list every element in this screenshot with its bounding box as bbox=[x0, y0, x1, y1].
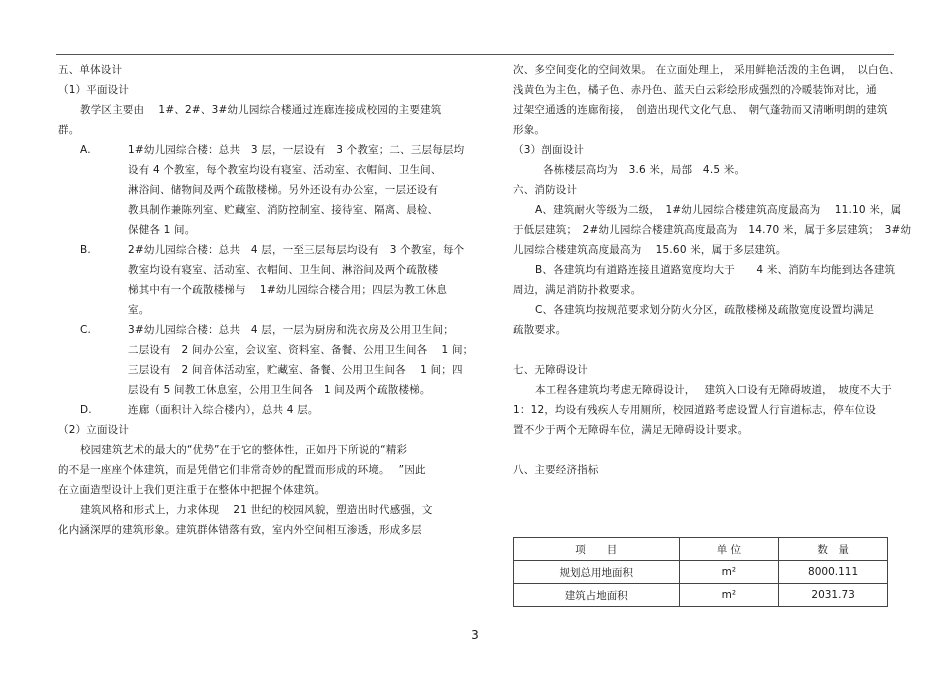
list-line: 淋浴间、储物间及两个疏散楼梯。另外还设有办公室，一层还设有 bbox=[128, 184, 439, 196]
paragraph-line: 形象。 bbox=[513, 124, 546, 136]
table-cell: m² bbox=[679, 584, 779, 607]
list-item-b bbox=[58, 240, 465, 320]
paragraph-line: B、各建筑均有道路连接且道路宽度均大于 4 米、消防车均能到达各建筑 bbox=[535, 264, 896, 276]
table-cell: m² bbox=[679, 561, 779, 584]
subsection-title: （1）平面设计 bbox=[58, 84, 130, 96]
paragraph-line: 于低层建筑； 2#幼儿园综合楼建筑高度最高为 14.70 米，属于多层建筑； 3#幼 bbox=[513, 224, 912, 236]
list-line: 设有 4 个教室，每个教室均设有寝室、活动室、衣帽间、卫生间、 bbox=[128, 164, 442, 176]
section-title: 六、消防设计 bbox=[513, 184, 578, 196]
table-cell: 建筑占地面积 bbox=[514, 584, 680, 607]
section-title: 七、无障碍设计 bbox=[513, 364, 588, 376]
paragraph-line: 本工程各建筑均考虑无障碍设计， 建筑入口设有无障碍坡道， 坡度不大于 bbox=[535, 384, 892, 396]
page-number: 3 bbox=[471, 628, 479, 642]
list-marker: B. bbox=[80, 244, 91, 256]
paragraph-line: 过架空通透的连廊衔接， 创造出现代文化气息、 朝气蓬勃而又清晰明朗的建筑 bbox=[513, 104, 888, 116]
table-header: 数 量 bbox=[779, 538, 888, 561]
paragraph-line: 疏散要求。 bbox=[513, 324, 567, 336]
paragraph-line: 次、多空间变化的空间效果。 在立面处理上， 采用鲜艳活泼的主色调， 以白色、 bbox=[513, 64, 901, 76]
section-title: 八、主要经济指标 bbox=[513, 464, 599, 476]
table-cell: 规划总用地面积 bbox=[514, 561, 680, 584]
list-line: 层设有 5 间教工休息室，公用卫生间各 1 间及两个疏散楼梯。 bbox=[128, 384, 431, 396]
list-line: 保健各 1 间。 bbox=[128, 224, 196, 236]
table-header: 项 目 bbox=[514, 538, 680, 561]
table-row bbox=[514, 561, 888, 584]
section-title: 五、单体设计 bbox=[58, 64, 123, 76]
paragraph-line: 置不少于两个无障碍车位，满足无障碍设计要求。 bbox=[513, 424, 749, 436]
paragraph-line: 周边，满足消防扑救要求。 bbox=[513, 284, 642, 296]
table-header: 单 位 bbox=[679, 538, 779, 561]
right-column bbox=[513, 60, 912, 480]
left-column bbox=[58, 60, 474, 540]
list-line: 连廊（面积计入综合楼内），总共 4 层。 bbox=[128, 404, 319, 416]
paragraph-line: 教学区主要由 1#、2#、3#幼儿园综合楼通过连廊连接成校园的主要建筑 bbox=[80, 104, 442, 116]
list-line: 室。 bbox=[128, 304, 150, 316]
paragraph-line: 儿园综合楼建筑高度最高为 15.60 米，属于多层建筑。 bbox=[513, 244, 787, 256]
list-item-d bbox=[58, 400, 446, 420]
subsection-title: （3）剖面设计 bbox=[513, 144, 585, 156]
list-marker: A. bbox=[80, 144, 91, 156]
list-line: 教具制作兼陈列室、贮藏室、消防控制室、接待室、隔离、晨检、 bbox=[128, 204, 439, 216]
paragraph-line: 群。 bbox=[58, 124, 80, 136]
list-line: 1#幼儿园综合楼：总共 3 层，一层设有 3 个教室；二、三层每层均 bbox=[128, 144, 465, 156]
table-row bbox=[514, 584, 888, 607]
paragraph-line: A、建筑耐火等级为二级， 1#幼儿园综合楼建筑高度最高为 11.10 米，属 bbox=[535, 204, 902, 216]
list-marker: C. bbox=[80, 324, 92, 336]
list-item-a bbox=[58, 140, 465, 240]
header-rule bbox=[56, 54, 894, 55]
paragraph-line: 的不是一座座个体建筑，而是凭借它们非常奇妙的配置而形成的环境。 ”因此 bbox=[58, 464, 426, 476]
list-line: 3#幼儿园综合楼：总共 4 层，一层为厨房和洗衣房及公用卫生间； bbox=[128, 324, 454, 336]
list-item-c bbox=[58, 320, 474, 400]
paragraph-line: 校园建筑艺术的最大的“优势”在于它的整体性，正如丹下所说的“精彩 bbox=[80, 444, 408, 456]
paragraph-line: 化内涵深厚的建筑形象。建筑群体错落有致，室内外空间相互渗透，形成多层 bbox=[58, 524, 422, 536]
list-line: 三层设有 2 间音体活动室，贮藏室、备餐、公用卫生间各 1 间；四 bbox=[128, 364, 463, 376]
paragraph-line: 在立面造型设计上我们更注重于在整体中把握个体建筑。 bbox=[58, 484, 326, 496]
table-cell: 2031.73 bbox=[779, 584, 888, 607]
table-header-row bbox=[514, 538, 888, 561]
list-line: 二层设有 2 间办公室，会议室、资料室、备餐、公用卫生间各 1 间； bbox=[128, 344, 474, 356]
paragraph-line: 1：12，均设有残疾人专用厕所，校园道路考虑设置人行盲道标志，停车位设 bbox=[513, 404, 877, 416]
paragraph-line: 浅黄色为主色，橘子色、赤丹色、蓝天白云彩绘形成强烈的冷暖装饰对比，通 bbox=[513, 84, 877, 96]
paragraph-line: 建筑风格和形式上，力求体现 21 世纪的校园风貌，塑造出时代感强，文 bbox=[80, 504, 433, 516]
list-line: 梯其中有一个疏散楼梯与 1#幼儿园综合楼合用；四层为教工休息 bbox=[128, 284, 448, 296]
list-line: 教室均设有寝室、活动室、衣帽间、卫生间、淋浴间及两个疏散楼 bbox=[128, 264, 439, 276]
subsection-title: （2）立面设计 bbox=[58, 424, 130, 436]
economic-indicators-table bbox=[513, 537, 888, 607]
list-marker: D. bbox=[80, 404, 92, 416]
paragraph-line: 各栋楼层高均为 3.6 米，局部 4.5 米。 bbox=[543, 164, 746, 176]
list-line: 2#幼儿园综合楼：总共 4 层，一至三层每层均设有 3 个教室，每个 bbox=[128, 244, 465, 256]
paragraph-line: C、各建筑均按规范要求划分防火分区，疏散楼梯及疏散宽度设置均满足 bbox=[535, 304, 875, 316]
table-cell: 8000.111 bbox=[779, 561, 888, 584]
